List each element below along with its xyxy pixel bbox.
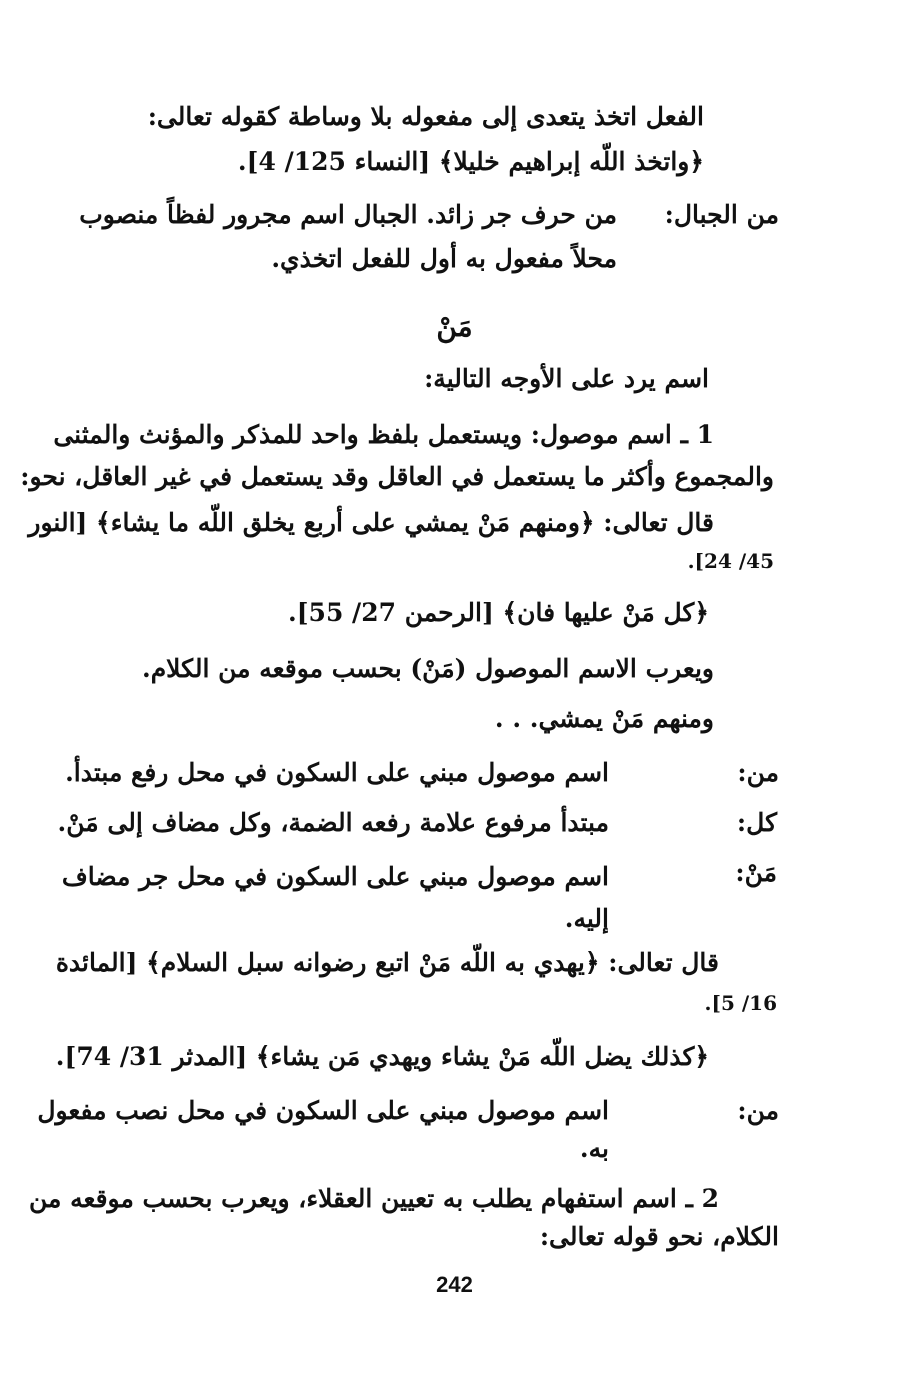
example-line: ومنهم مَنْ يمشي. . . [494, 704, 714, 733]
top-line-1: الفعل اتخذ يتعدى إلى مفعوله بلا وساطة كقوله تعالى: [147, 102, 704, 131]
section2-line-1: 2 ـ اسم استفهام يطلب به تعيين العقلاء، ويعرب بحسب موقعه من [28, 1184, 719, 1213]
parse1-text: اسم موصول مبني على السكون في محل رفع مبتدأ. [65, 758, 609, 787]
intro-line: اسم يرد على الأوجه التالية: [424, 364, 709, 393]
parse4-line-2: به. [579, 1134, 609, 1163]
parse4-label: من: [737, 1096, 779, 1125]
quote-muddathir: ﴿كذلك يضل اللّه مَنْ يشاء ويهدي مَن يشاء﴾ [المدثر 31/ 74]. [55, 1042, 709, 1071]
quote-maida-line-1: قال تعالى: ﴿يهدي به اللّه مَنْ اتبع رضوانه سبل السلام﴾ [المائدة [55, 948, 719, 977]
parse3-line-1: اسم موصول مبني على السكون في محل جر مضاف [61, 862, 609, 891]
parse2-label: كل: [736, 808, 777, 837]
parse-note: ويعرب الاسم الموصول (مَنْ) بحسب موقعه من الكلام. [141, 654, 714, 683]
section2-line-2: الكلام، نحو قوله تعالى: [539, 1222, 779, 1251]
quote-maida-line-2: 16/ 5]. [704, 991, 777, 1015]
quote-rahman: ﴿كل مَنْ عليها فان﴾ [الرحمن 27/ 55]. [288, 598, 709, 627]
entry-jibal-line-2: محلاً مفعول به أول للفعل اتخذي. [271, 244, 617, 273]
entry-jibal-line-1: من حرف جر زائد. الجبال اسم مجرور لفظاً منصوب [79, 200, 617, 229]
entry-label-jibal: من الجبال: [664, 200, 779, 229]
page-number: 242 [436, 1272, 473, 1297]
top-line-2-quran-quote: ﴿واتخذ اللّه إبراهيم خليلا﴾ [النساء 125/ 4]. [237, 147, 704, 176]
parse1-label: من: [737, 758, 779, 787]
parse4-line-1: اسم موصول مبني على السكون في محل نصب مفعول [37, 1096, 609, 1125]
section1-line-2: والمجموع وأكثر ما يستعمل في العاقل وقد يستعمل في غير العاقل، نحو: [20, 462, 774, 491]
parse3-line-2: إليه. [564, 904, 609, 933]
section-heading: مَنْ [436, 310, 473, 343]
parse3-label: مَنْ: [735, 858, 777, 887]
parse2-text: مبتدأ مرفوع علامة رفعه الضمة، وكل مضاف إلى مَنْ. [57, 808, 609, 837]
section1-line-1: 1 ـ اسم موصول: ويستعمل بلفظ واحد للمذكر والمؤنث والمثنى [53, 420, 714, 449]
quote-noor-line-1: قال تعالى: ﴿ومنهم مَنْ يمشي على أربع يخلق اللّه ما يشاء﴾ [النور [28, 508, 714, 537]
quote-noor-line-2: 45/ 24]. [687, 549, 774, 573]
